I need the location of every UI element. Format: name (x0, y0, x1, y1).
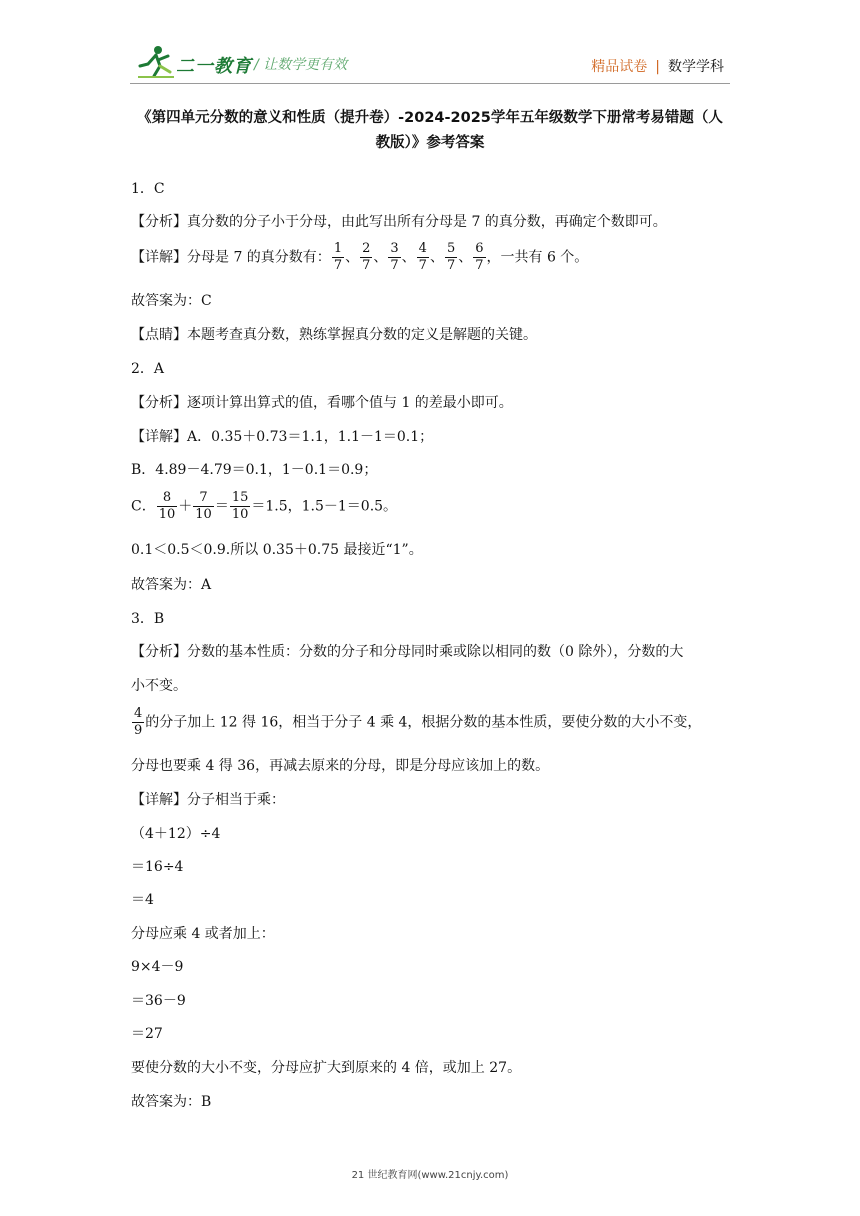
q1-detail-prefix: 【详解】分母是 7 的真分数有： (131, 249, 331, 266)
page-header (0, 0, 860, 86)
fraction: $\frac{1}{7}$ (333, 241, 343, 273)
q1-detail-suffix: ，一共有 6 个。 (486, 249, 589, 266)
document-title (125, 106, 735, 156)
header-tag-subject: 数学学科 (668, 59, 724, 75)
logo (136, 44, 376, 84)
q3-paragraph-line-1: $\frac{4}{9}$ 的分子加上 12 得 16，相当于分子 4 乘 4，根据分数的基本性质，要使分数的大小不变， (134, 706, 702, 738)
q2-compare: 0.1＜0.5＜0.9.所以 0.35＋0.75 最接近“1”。 (131, 542, 423, 558)
fraction: $\frac{4}{7}$ (418, 241, 427, 273)
q1-conclusion: 故答案为：C (131, 293, 212, 309)
fraction: $\frac{2}{7}$ (362, 241, 371, 273)
fraction: $\frac{3}{7}$ (390, 241, 399, 273)
fraction: $\frac{8}{10}$ (158, 490, 176, 522)
q3-analysis-line-1: 【分析】分数的基本性质：分数的分子和分母同时乘或除以相同的数（0 除外），分数的大 (131, 644, 684, 660)
q2-detail-c: C． $\frac{8}{10}$ ＋ $\frac{7}{10}$ ＝ $\frac{15}{10}$ ＝1.5，1.5－1＝0.5。 (131, 490, 398, 522)
fraction: $\frac{5}{7}$ (446, 241, 456, 273)
q1-comment: 【点睛】本题考查真分数，熟练掌握真分数的定义是解题的关键。 (131, 327, 537, 343)
page-footer: 21 世纪教育网(www.21cnjy.com) (351, 1170, 509, 1181)
q3-calc-1: （4＋12）÷4 (131, 826, 221, 842)
q2-answer: 2．A (131, 361, 165, 377)
header-tag-separator: | (655, 59, 660, 75)
fraction: $\frac{4}{9}$ (134, 706, 143, 738)
q2-conclusion: 故答案为：A (131, 577, 212, 593)
slogan: / 让数学更有效 (254, 57, 348, 73)
runner-logo-icon (136, 44, 176, 80)
header-tag-quality: 精品试卷 (591, 59, 648, 75)
q3-calc-3: ＝4 (131, 892, 154, 908)
q2-analysis: 【分析】逐项计算出算式的值，看哪个值与 1 的差最小即可。 (131, 395, 513, 411)
q3-conclusion: 故答案为：B (131, 1094, 212, 1110)
fraction: $\frac{7}{10}$ (195, 490, 212, 522)
q3-summary: 要使分数的大小不变，分母应扩大到原来的 4 倍，或加上 27。 (131, 1060, 522, 1076)
fraction: $\frac{6}{7}$ (475, 241, 484, 273)
q3-calc-5: ＝36－9 (131, 993, 186, 1009)
logo-text: 二一教育 (176, 56, 252, 77)
q3-paragraph-line-2: 分母也要乘 4 得 36，再减去原来的分母，即是分母应该加上的数。 (131, 758, 550, 774)
q2-detail-b: B．4.89－4.79＝0.1，1－0.1＝0.9； (131, 462, 378, 478)
title-line-1: 《第四单元分数的意义和性质（提升卷）-2024-2025学年五年级数学下册常考易错题（人 (137, 110, 723, 126)
q3-calc-2: ＝16÷4 (131, 859, 184, 875)
q3-calc-4: 9×4－9 (131, 959, 184, 975)
header-divider (130, 83, 730, 84)
header-tag (591, 56, 724, 76)
q3-detail: 【详解】分子相当于乘： (131, 792, 285, 808)
title-line-2: 教版）》参考答案 (375, 135, 485, 151)
fraction: $\frac{15}{10}$ (231, 490, 249, 522)
q3-answer: 3．B (131, 611, 165, 627)
q1-analysis: 【分析】真分数的分子小于分母，由此写出所有分母是 7 的真分数，再确定个数即可。 (131, 214, 667, 230)
q1-detail: 【详解】分母是 7 的真分数有： $\frac{1}{7}$ 、 $\frac{2}{7}$ 、 $\frac{3}{7}$ 、 $\frac{4}{7}$ 、 $\frac{5}{7}$ 、 $\frac{6}{7}$ ，一共有 6 个。 (131, 241, 589, 273)
q1-answer: 1．C (131, 181, 165, 197)
q3-denominator-text: 分母应乘 4 或者加上： (131, 926, 275, 942)
q3-analysis-line-2: 小不变。 (131, 678, 187, 694)
q2-detail-a: 【详解】A．0.35＋0.73＝1.1，1.1－1＝0.1； (131, 429, 434, 445)
q3-calc-6: ＝27 (131, 1026, 163, 1042)
